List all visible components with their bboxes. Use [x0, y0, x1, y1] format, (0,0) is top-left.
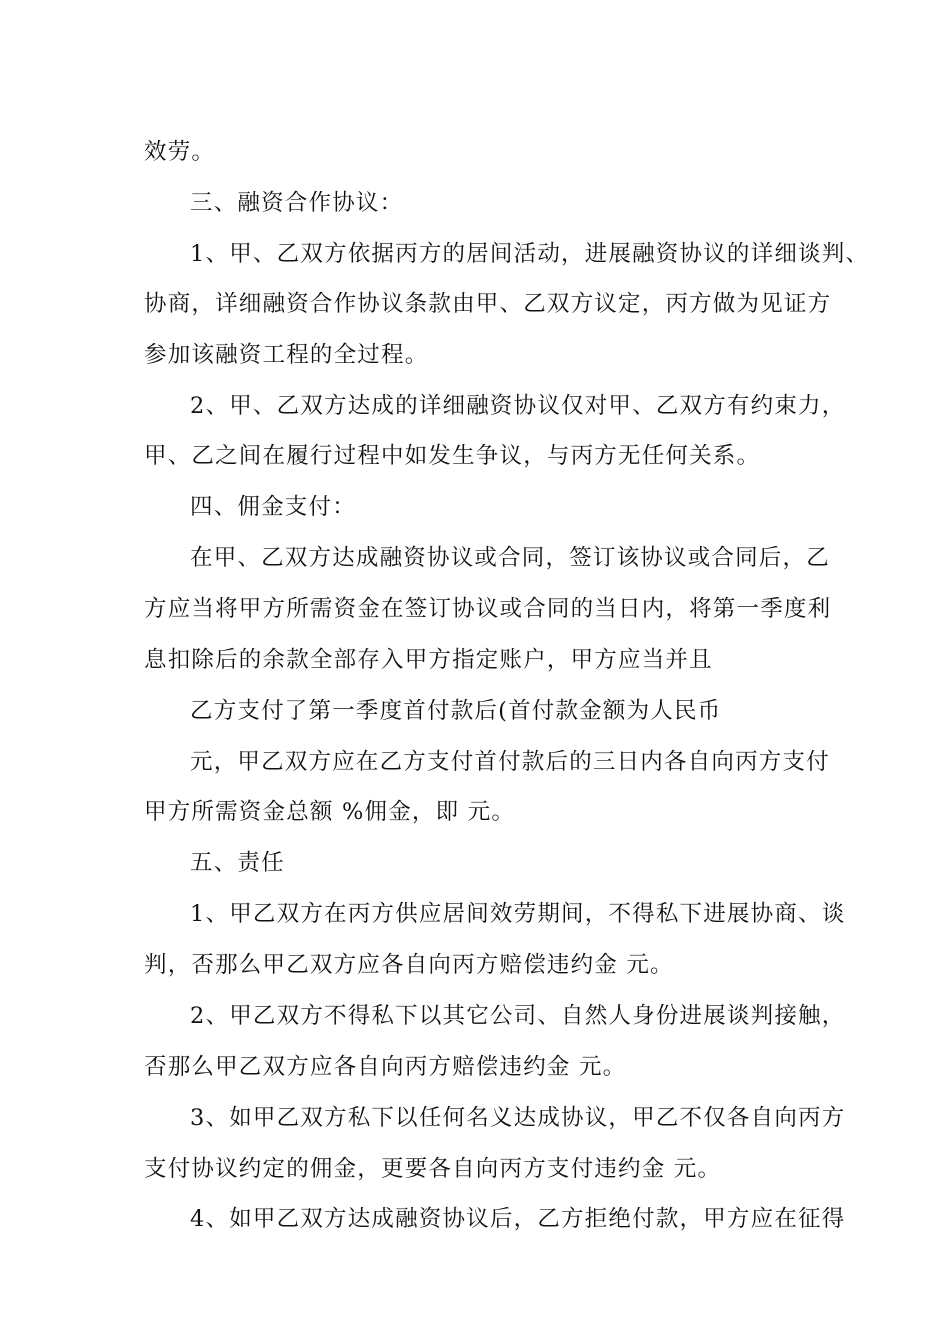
- text-line-12: 乙方支付了第一季度首付款后(首付款金额为人民币: [190, 698, 722, 724]
- text-line-9: 在甲、乙双方达成融资协议或合同，签订该协议或合同后，乙: [190, 545, 830, 571]
- text-line-10: 方应当将甲方所需资金在签订协议或合同的当日内，将第一季度利: [144, 596, 832, 622]
- text-line-5: 参加该融资工程的全过程。: [144, 342, 429, 368]
- section-heading-3: 三、融资合作协议：: [190, 190, 404, 216]
- text-line-3: 1、甲、乙双方依据丙方的居间活动，进展融资协议的详细谈判、: [190, 241, 870, 267]
- text-line-6: 2、甲、乙双方达成的详细融资协议仅对甲、乙双方有约束力，: [190, 393, 846, 419]
- text-line-4: 协商，详细融资合作协议条款由甲、乙双方议定，丙方做为见证方: [144, 291, 832, 317]
- text-line-18: 2、甲乙双方不得私下以其它公司、自然人身份进展谈判接触，: [190, 1003, 846, 1029]
- text-line-20: 3、如甲乙双方私下以任何名义达成协议，甲乙不仅各自向丙方: [190, 1105, 846, 1131]
- text-line-11: 息扣除后的余款全部存入甲方指定账户，甲方应当并且: [144, 647, 713, 673]
- text-line-17: 判，否那么甲乙双方应各自向丙方赔偿违约金 元。: [144, 952, 674, 978]
- text-line-21: 支付协议约定的佣金，更要各自向丙方支付违约金 元。: [144, 1156, 722, 1182]
- text-line-1: 效劳。: [144, 139, 216, 165]
- text-line-14: 甲方所需资金总额 %佣金，即 元。: [144, 799, 516, 825]
- text-line-7: 甲、乙之间在履行过程中如发生争议，与丙方无任何关系。: [144, 443, 761, 469]
- text-line-16: 1、甲乙双方在丙方供应居间效劳期间，不得私下进展协商、谈: [190, 901, 846, 927]
- text-line-13: 元，甲乙双方应在乙方支付首付款后的三日内各自向丙方支付: [190, 749, 830, 775]
- section-heading-5: 五、责任: [190, 850, 285, 876]
- text-line-22: 4、如甲乙双方达成融资协议后，乙方拒绝付款，甲方应在征得: [190, 1206, 846, 1232]
- text-line-19: 否那么甲乙双方应各自向丙方赔偿违约金 元。: [144, 1054, 627, 1080]
- section-heading-4: 四、佣金支付：: [190, 494, 356, 520]
